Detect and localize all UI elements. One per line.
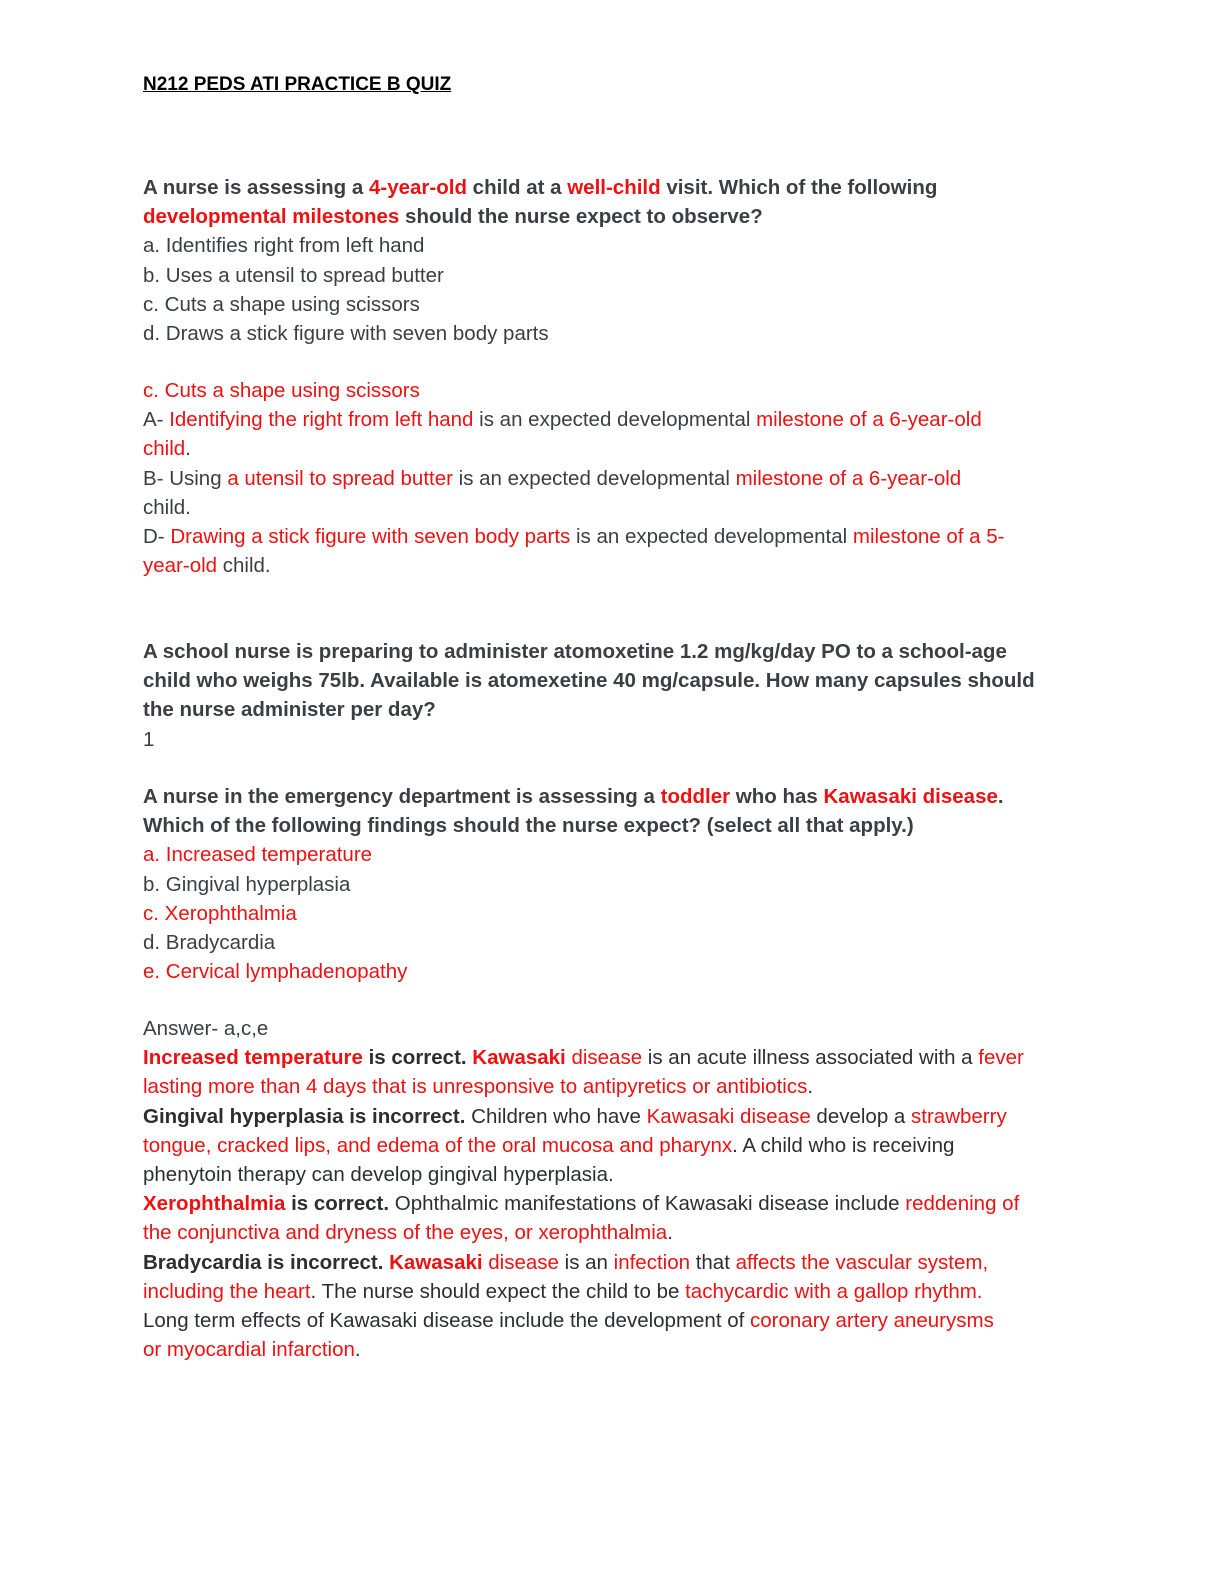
q1-option-c: c. Cuts a shape using scissors xyxy=(143,292,420,316)
q3-answer-section xyxy=(143,1014,1073,1364)
text-run: A nurse in the emergency department is assessing a xyxy=(143,785,661,808)
text-run: is an expected developmental xyxy=(473,408,757,432)
text-run: should the nurse expect to observe? xyxy=(399,205,763,229)
text-run: tachycardic with a gallop rhythm. xyxy=(685,1279,983,1303)
text-line xyxy=(143,1131,1073,1160)
q1-answer-section xyxy=(143,376,1073,580)
text-run: coronary artery aneurysms xyxy=(750,1309,994,1333)
document-page xyxy=(143,70,1073,1362)
text-run: Kawasaki disease xyxy=(823,785,998,808)
text-run: affects the vascular system, xyxy=(735,1250,989,1274)
text-line xyxy=(143,522,1073,551)
q2-answer: 1 xyxy=(143,727,155,751)
text-run: Children who have xyxy=(465,1104,647,1128)
text-run: milestone of a 5- xyxy=(852,525,1005,549)
text-run: including the heart xyxy=(143,1279,311,1303)
text-run: . xyxy=(354,1338,361,1362)
text-line xyxy=(143,1043,1073,1072)
text-run: infection xyxy=(613,1250,690,1274)
text-line xyxy=(143,493,1073,522)
text-run: Increased temperature xyxy=(143,1046,363,1070)
text-run: tongue, cracked lips, and edema of the oral mucosa and pharynx xyxy=(143,1133,733,1157)
text-line xyxy=(143,405,1073,434)
text-run: or myocardial infarction xyxy=(143,1338,355,1362)
text-run: Bradycardia is incorrect. xyxy=(143,1250,384,1274)
text-line xyxy=(143,1335,1073,1364)
text-line xyxy=(143,464,1073,493)
q3-option-e: e. Cervical lymphadenopathy xyxy=(143,960,408,984)
text-run: the conjunctiva and dryness of the eyes, or xerophthalmia xyxy=(143,1221,668,1245)
text-run: a utensil to spread butter xyxy=(227,466,453,490)
q1-stem-line-2 xyxy=(143,202,1073,231)
text-line xyxy=(143,1102,1073,1131)
text-run: Xerophthalmia xyxy=(143,1192,286,1216)
q3-rationale xyxy=(143,1043,1073,1364)
text-run: A- xyxy=(143,408,170,432)
q1-answer: c. Cuts a shape using scissors xyxy=(143,379,420,402)
text-run: child at a xyxy=(466,176,568,199)
question-3 xyxy=(143,782,1073,986)
text-run: child. xyxy=(217,554,271,578)
text-run: B- Using xyxy=(143,466,228,490)
text-run: well-child xyxy=(567,176,661,199)
text-run: disease xyxy=(482,1250,559,1274)
text-run: is an expected developmental xyxy=(452,466,736,490)
text-run: fever xyxy=(978,1046,1024,1070)
q1-option-a: a. Identifies right from left hand xyxy=(143,234,425,258)
text-run: . xyxy=(667,1221,673,1245)
text-line xyxy=(143,782,1073,811)
q3-option-c: c. Xerophthalmia xyxy=(143,901,297,925)
text-run: child. xyxy=(143,495,191,519)
q1-stem-line-1 xyxy=(143,173,1073,202)
text-run: Ophthalmic manifestations of Kawasaki disease include xyxy=(389,1192,906,1216)
q2-stem-line-3: the nurse administer per day? xyxy=(143,698,436,722)
q2-stem-line-1: A school nurse is preparing to administer atomoxetine 1.2 mg/kg/day PO to a school-age xyxy=(143,640,1007,663)
text-run: child xyxy=(143,437,186,461)
text-run: A nurse is assessing a xyxy=(143,176,369,199)
text-run: is correct. xyxy=(285,1192,390,1216)
text-run: Kawasaki xyxy=(472,1046,566,1070)
text-run: Kawasaki xyxy=(389,1250,483,1274)
q3-stem xyxy=(143,782,1073,840)
q1-option-d: d. Draws a stick figure with seven body parts xyxy=(143,322,549,346)
text-run: disease xyxy=(565,1046,643,1070)
text-line xyxy=(143,1306,1073,1335)
text-run: develop a xyxy=(810,1104,912,1128)
text-line xyxy=(143,1160,1073,1189)
text-run: Long term effects of Kawasaki disease include the development of xyxy=(143,1309,751,1333)
text-run: . xyxy=(185,437,191,461)
text-run: who has xyxy=(730,785,824,808)
text-run: . xyxy=(997,785,1004,808)
text-run: is correct. xyxy=(362,1046,473,1070)
text-line xyxy=(143,1277,1073,1306)
text-run: 4-year-old xyxy=(369,176,467,199)
text-run: . A child who is receiving xyxy=(732,1133,955,1157)
text-run: Drawing a stick figure with seven body parts xyxy=(170,525,571,549)
page-title: N212 PEDS ATI PRACTICE B QUIZ xyxy=(143,74,452,95)
text-line xyxy=(143,1218,1073,1247)
q3-option-d: d. Bradycardia xyxy=(143,931,276,955)
text-run: phenytoin therapy can develop gingival hyperplasia. xyxy=(143,1163,614,1187)
text-run: is an acute illness associated with a xyxy=(642,1046,979,1070)
text-run: milestone of a 6-year-old xyxy=(756,408,982,432)
q3-option-b: b. Gingival hyperplasia xyxy=(143,872,351,896)
text-line xyxy=(143,551,1073,580)
text-run: Which of the following findings should the nurse expect? (select all that apply.) xyxy=(143,814,914,838)
text-run: year-old xyxy=(143,554,218,578)
q3-option-a: a. Increased temperature xyxy=(143,843,373,867)
text-run: Identifying the right from left hand xyxy=(169,408,474,432)
question-1 xyxy=(143,173,1073,348)
text-run: visit. Which of the following xyxy=(660,176,938,199)
q1-rationale xyxy=(143,405,1073,580)
text-run: milestone of a 6-year-old xyxy=(735,466,962,490)
text-line xyxy=(143,434,1073,463)
text-run: Gingival hyperplasia is incorrect. xyxy=(143,1104,466,1128)
text-line xyxy=(143,1189,1073,1218)
question-2 xyxy=(143,637,1073,754)
text-run: lasting more than 4 days that is unresponsive to antipyretics or antibiotics xyxy=(143,1075,808,1099)
text-line xyxy=(143,1248,1073,1277)
text-line xyxy=(143,1072,1073,1101)
text-run: . The nurse should expect the child to be xyxy=(310,1279,686,1303)
text-run: . xyxy=(807,1075,814,1099)
text-run: strawberry xyxy=(911,1104,1007,1128)
text-run: Kawasaki disease xyxy=(646,1104,811,1128)
text-run: toddler xyxy=(660,785,731,808)
q2-stem-line-2: child who weighs 75lb. Available is atomexetine 40 mg/capsule. How many capsules should xyxy=(143,669,1035,693)
text-run: reddening of xyxy=(905,1192,1020,1216)
text-run: developmental milestones xyxy=(143,205,400,229)
text-line xyxy=(143,811,1073,840)
q3-options xyxy=(143,840,1073,986)
text-run: is an expected developmental xyxy=(570,525,853,549)
q1-option-b: b. Uses a utensil to spread butter xyxy=(143,263,444,287)
text-run: that xyxy=(690,1250,736,1274)
q3-answer-label: Answer- a,c,e xyxy=(143,1017,269,1040)
text-run: is an xyxy=(558,1250,614,1274)
text-run: D- xyxy=(143,525,171,549)
